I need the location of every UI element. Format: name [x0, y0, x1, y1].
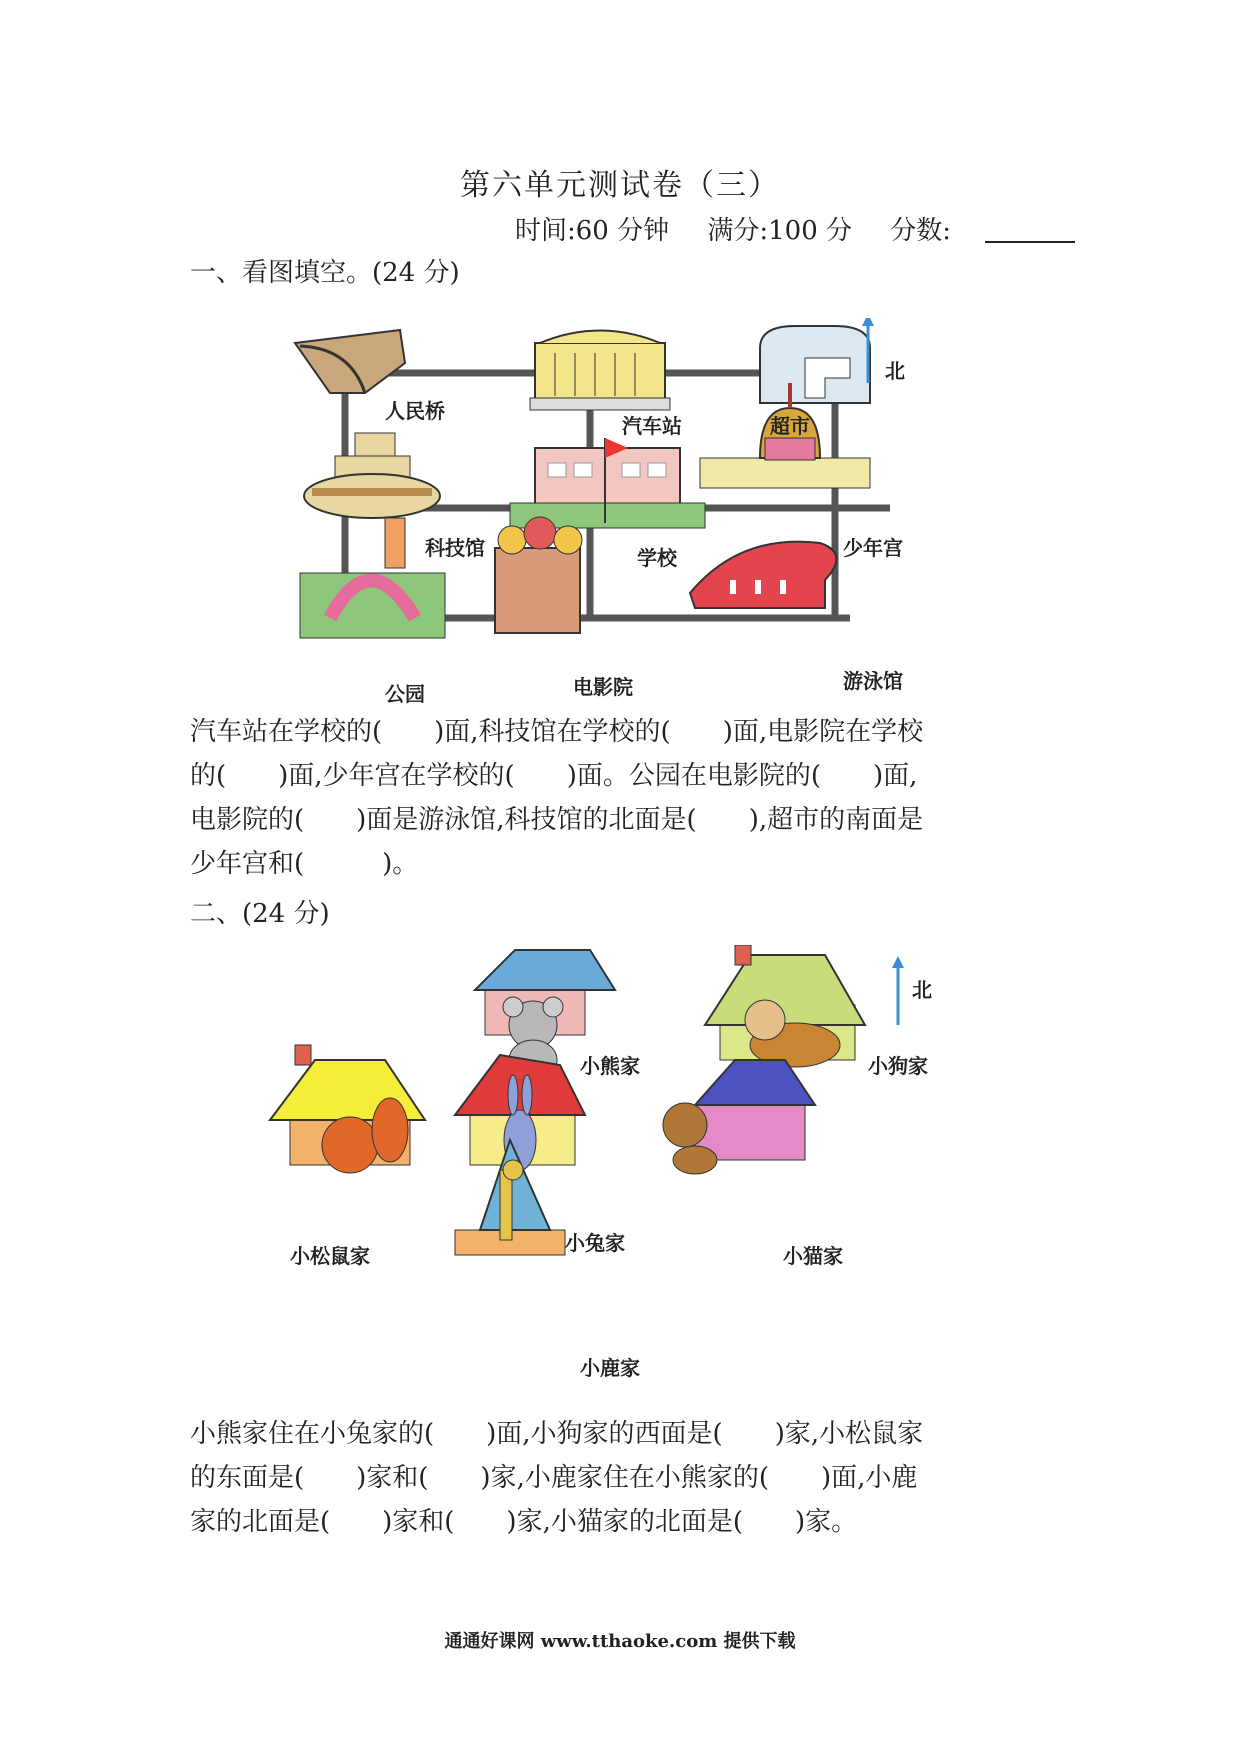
question-line: 电影院的( )面是游泳馆,科技馆的北面是( ),超市的南面是 [190, 805, 924, 835]
label-rabbit-house: 小兔家 [565, 1231, 625, 1255]
page-title: 第六单元测试卷（三） [460, 168, 780, 203]
north-label: 北 [885, 359, 905, 383]
science-museum-icon [304, 433, 440, 518]
school-icon [510, 438, 705, 528]
map-label-science-museum: 科技馆 [425, 536, 485, 560]
label-squirrel-house: 小松鼠家 [290, 1244, 370, 1268]
question-line: 家的北面是( )家和( )家,小猫家的北面是( )家。 [190, 1507, 858, 1537]
map-label-bridge: 人民桥 [385, 399, 445, 423]
section1-heading: 一、看图填空。(24 分) [190, 258, 460, 288]
question-line: 汽车站在学校的( )面,科技馆在学校的( )面,电影院在学校 [190, 717, 924, 747]
section2-heading: 二、(24 分) [190, 899, 330, 929]
question-line: 的( )面,少年宫在学校的( )面。公园在电影院的( )面, [190, 761, 918, 791]
cat-house-icon [663, 1060, 815, 1174]
label-deer-house: 小鹿家 [580, 1356, 640, 1380]
section2-questions [190, 1412, 1060, 1544]
exam-meta [515, 210, 1105, 247]
north-label: 北 [912, 978, 932, 1002]
cinema-icon [495, 517, 582, 633]
north-arrow-icon [892, 956, 904, 1025]
section1-questions [190, 710, 1060, 886]
map-label-school: 学校 [637, 546, 677, 570]
map-label-youth-palace: 少年宫 [843, 536, 903, 560]
question-line: 少年宫和( )。 [190, 849, 419, 879]
score-blank[interactable] [985, 217, 1075, 243]
score-label: 分数: [890, 216, 952, 246]
bus-station-icon [530, 331, 670, 411]
map-label-bus-station: 汽车站 [622, 414, 682, 438]
label-cat-house: 小猫家 [783, 1244, 843, 1268]
squirrel-house-icon [270, 1045, 425, 1173]
map-label-supermarket: 超市 [770, 414, 810, 438]
rabbit-house-icon [455, 1055, 585, 1170]
exam-full-score: 满分:100 分 [707, 216, 853, 246]
map-label-park: 公园 [385, 682, 425, 706]
footer-credit: 通通好课网 www.tthaoke.com 提供下载 [444, 1631, 796, 1652]
supermarket-icon [760, 326, 870, 403]
label-dog-house: 小狗家 [868, 1054, 928, 1078]
park-icon [300, 518, 445, 638]
dog-house-icon [705, 945, 865, 1067]
map-label-pool: 游泳馆 [843, 669, 903, 693]
map-label-cinema: 电影院 [573, 675, 633, 699]
exam-time: 时间:60 分钟 [515, 216, 670, 246]
question-line: 小熊家住在小兔家的( )面,小狗家的西面是( )家,小松鼠家 [190, 1419, 924, 1449]
bridge-icon [295, 330, 405, 393]
question-line: 的东面是( )家和( )家,小鹿家住在小熊家的( )面,小鹿 [190, 1463, 918, 1493]
swimming-pool-icon [690, 542, 836, 608]
label-bear-house: 小熊家 [580, 1054, 640, 1078]
